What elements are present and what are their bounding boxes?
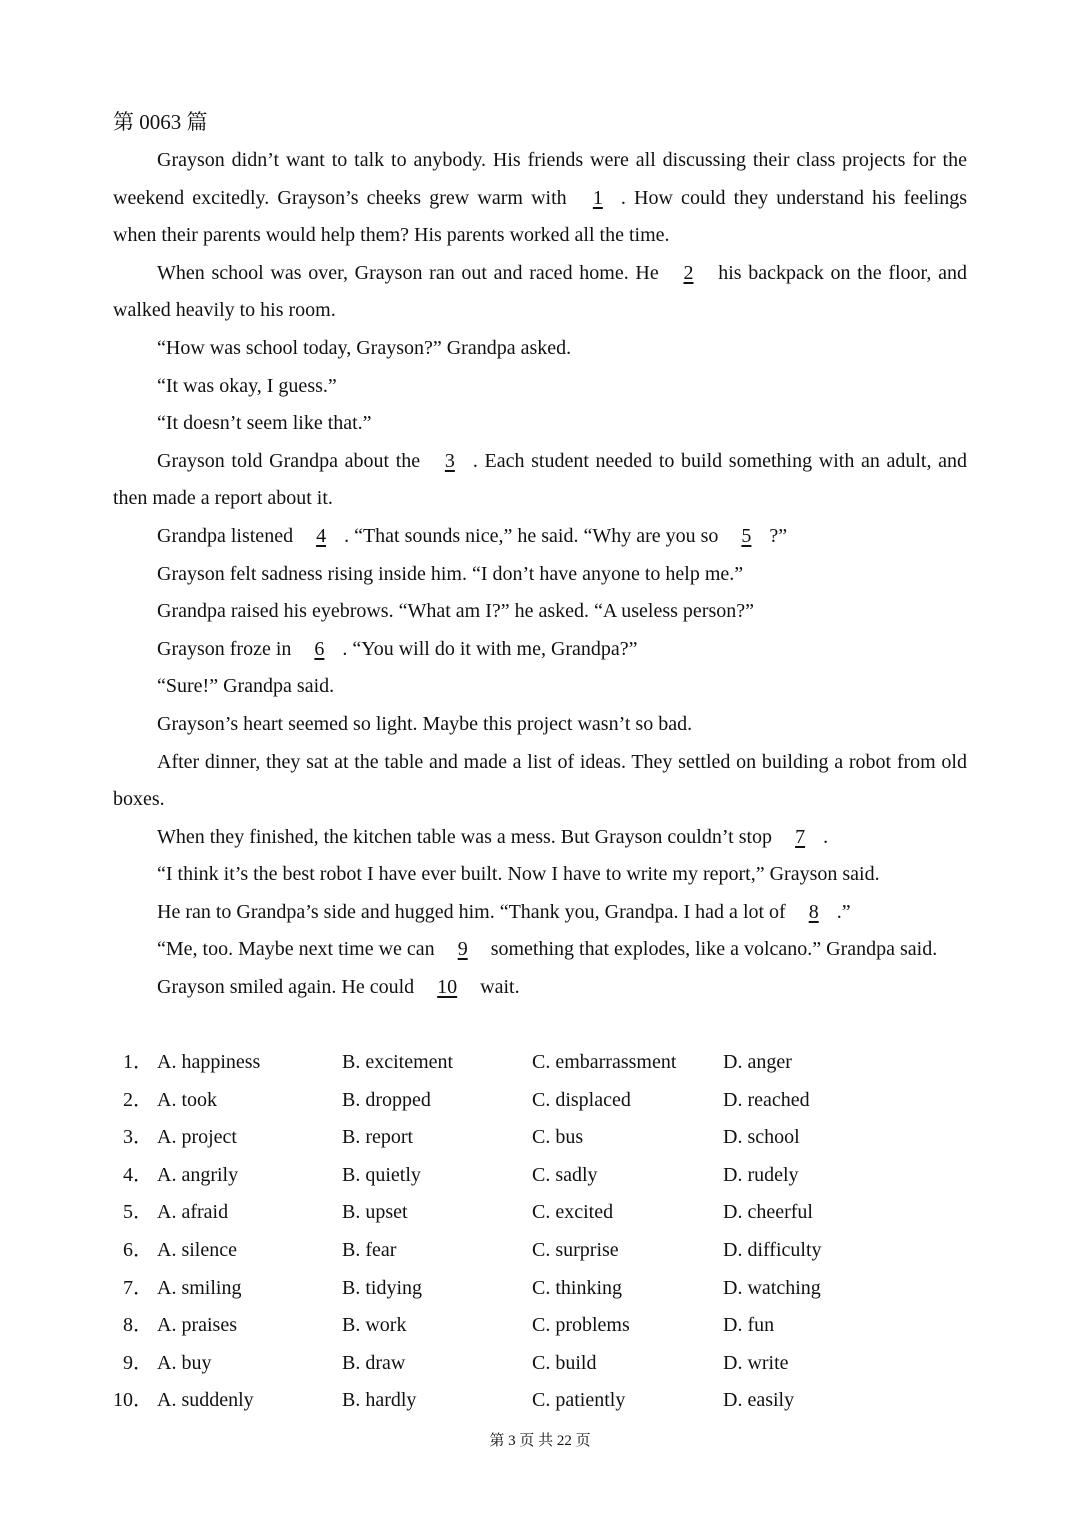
option-c: C. thinking	[532, 1276, 623, 1299]
paragraph	[113, 142, 967, 255]
paragraph-text: Grayson told Grandpa about the	[157, 449, 421, 472]
paragraph	[113, 443, 967, 518]
option-a: A. suddenly	[157, 1389, 254, 1412]
paragraph-text: . How could they understand his feelings when their parents would help them? His parents worked all the time.	[113, 186, 967, 247]
paragraph	[113, 969, 967, 1007]
blank-1: 1	[592, 186, 603, 209]
option-d: D. watching	[723, 1276, 821, 1299]
passage-body	[113, 142, 967, 1007]
option-d: D. easily	[723, 1389, 795, 1412]
option-a: A. happiness	[157, 1051, 261, 1073]
option-c: C. problems	[532, 1314, 630, 1337]
question-number: 1．	[123, 1051, 153, 1073]
blank-6: 6	[314, 637, 325, 660]
option-b: B. hardly	[342, 1389, 417, 1412]
paragraph: Grandpa raised his eyebrows. “What am I?” he asked. “A useless person?”	[157, 600, 754, 623]
option-d: D. write	[723, 1351, 789, 1374]
paragraph	[113, 819, 967, 857]
option-b: B. fear	[342, 1238, 397, 1261]
question-number: 4．	[123, 1163, 153, 1186]
option-row	[113, 1345, 973, 1383]
option-c: C. displaced	[532, 1088, 631, 1111]
paragraph: “It doesn’t seem like that.”	[157, 412, 372, 435]
question-number: 5．	[123, 1201, 153, 1224]
paragraph: “I think it’s the best robot I have ever built. Now I have to write my report,” Grayson said.	[157, 863, 880, 886]
blank-4: 4	[316, 524, 327, 547]
option-b: B. work	[342, 1314, 407, 1337]
blank-2: 2	[683, 261, 694, 284]
paragraph	[113, 255, 967, 330]
question-number: 10．	[113, 1389, 153, 1412]
option-a: A. took	[157, 1088, 217, 1111]
option-d: D. school	[723, 1126, 800, 1149]
option-c: C. build	[532, 1351, 597, 1374]
paragraph-text: When they finished, the kitchen table was a mess. But Grayson couldn’t stop	[157, 825, 773, 848]
blank-3: 3	[444, 449, 455, 472]
paragraph: Grayson’s heart seemed so light. Maybe this project wasn’t so bad.	[157, 712, 693, 735]
paragraph-text: .”	[836, 900, 851, 923]
option-row	[113, 1194, 973, 1232]
option-b: B. upset	[342, 1201, 408, 1224]
paragraph: “Sure!” Grandpa said.	[157, 675, 335, 698]
option-b: B. quietly	[342, 1163, 421, 1186]
option-c: C. embarrassment	[532, 1051, 677, 1073]
paragraph-text: his backpack on the floor, and walked heavily to his room.	[113, 261, 968, 322]
option-row	[113, 1119, 973, 1157]
paragraph-text: ?”	[769, 524, 788, 547]
paragraph-text: something that explodes, like a volcano.” Grandpa said.	[490, 938, 938, 961]
paragraph-text: Grayson smiled again. He could	[157, 976, 415, 999]
option-c: C. patiently	[532, 1389, 626, 1412]
option-c: C. bus	[532, 1126, 584, 1149]
paragraph	[113, 518, 967, 556]
paragraph-text: Grayson didn’t want to talk to anybody. His friends were all discussing their class projects for the weekend excitedly. Grayson’s cheeks grew warm with	[113, 149, 967, 209]
option-d: D. cheerful	[723, 1201, 813, 1224]
option-d: D. difficulty	[723, 1238, 822, 1261]
option-row	[113, 1044, 973, 1082]
paragraph	[113, 631, 967, 669]
option-row	[113, 1307, 973, 1345]
option-c: C. excited	[532, 1201, 614, 1224]
paragraph-text: . “That sounds nice,” he said. “Why are you so	[344, 524, 719, 547]
option-row	[113, 1270, 973, 1308]
blank-8: 8	[808, 900, 819, 923]
question-number: 6．	[123, 1238, 153, 1261]
option-a: A. smiling	[157, 1276, 242, 1299]
paragraph-text: .	[823, 825, 829, 848]
paragraph-text: . Each student needed to build something with an adult, and then made a report about it.	[113, 449, 968, 510]
option-row	[113, 1082, 973, 1120]
paragraph: After dinner, they sat at the table and made a list of ideas. They settled on building a robot from old boxes.	[113, 750, 967, 811]
paragraph-text: . “You will do it with me, Grandpa?”	[342, 637, 638, 660]
option-c: C. surprise	[532, 1238, 619, 1261]
passage-title: 第 0063 篇	[113, 110, 208, 134]
option-d: D. rudely	[723, 1163, 799, 1186]
paragraph	[113, 894, 967, 932]
question-number: 8．	[123, 1314, 153, 1337]
option-d: D. fun	[723, 1314, 775, 1337]
option-b: B. dropped	[342, 1088, 431, 1111]
option-row	[113, 1157, 973, 1195]
page-footer: 第 3 页 共 22 页	[489, 1433, 591, 1449]
answer-options	[113, 1044, 973, 1420]
paragraph: “How was school today, Grayson?” Grandpa asked.	[157, 336, 572, 359]
paragraph-text: wait.	[480, 976, 520, 999]
question-number: 2．	[123, 1088, 153, 1111]
paragraph-text: Grandpa listened	[157, 524, 294, 547]
paragraph-text: “Me, too. Maybe next time we can	[157, 938, 435, 961]
option-a: A. buy	[157, 1351, 212, 1374]
blank-7: 7	[795, 825, 806, 848]
option-b: B. excitement	[342, 1051, 454, 1073]
option-a: A. praises	[157, 1314, 237, 1337]
paragraph	[113, 931, 967, 969]
question-number: 9．	[123, 1351, 153, 1374]
paragraph: “It was okay, I guess.”	[157, 374, 337, 397]
option-b: B. report	[342, 1126, 414, 1149]
blank-9: 9	[457, 938, 468, 961]
option-b: B. draw	[342, 1351, 406, 1374]
blank-10: 10	[437, 976, 458, 999]
option-d: D. anger	[723, 1051, 792, 1073]
option-b: B. tidying	[342, 1276, 423, 1299]
option-row	[113, 1382, 973, 1420]
blank-5: 5	[741, 524, 752, 547]
question-number: 7．	[123, 1276, 153, 1299]
option-row	[113, 1232, 973, 1270]
paragraph: Grayson felt sadness rising inside him. “I don’t have anyone to help me.”	[157, 562, 744, 585]
option-c: C. sadly	[532, 1163, 598, 1186]
question-number: 3．	[123, 1126, 153, 1149]
paragraph-text: He ran to Grandpa’s side and hugged him. “Thank you, Grandpa. I had a lot of	[157, 900, 786, 923]
option-d: D. reached	[723, 1088, 810, 1111]
option-a: A. angrily	[157, 1163, 239, 1186]
option-a: A. afraid	[157, 1201, 229, 1224]
paragraph-text: Grayson froze in	[157, 637, 292, 660]
option-a: A. project	[157, 1126, 237, 1149]
option-a: A. silence	[157, 1238, 237, 1261]
paragraph-text: When school was over, Grayson ran out and raced home. He	[157, 261, 659, 284]
